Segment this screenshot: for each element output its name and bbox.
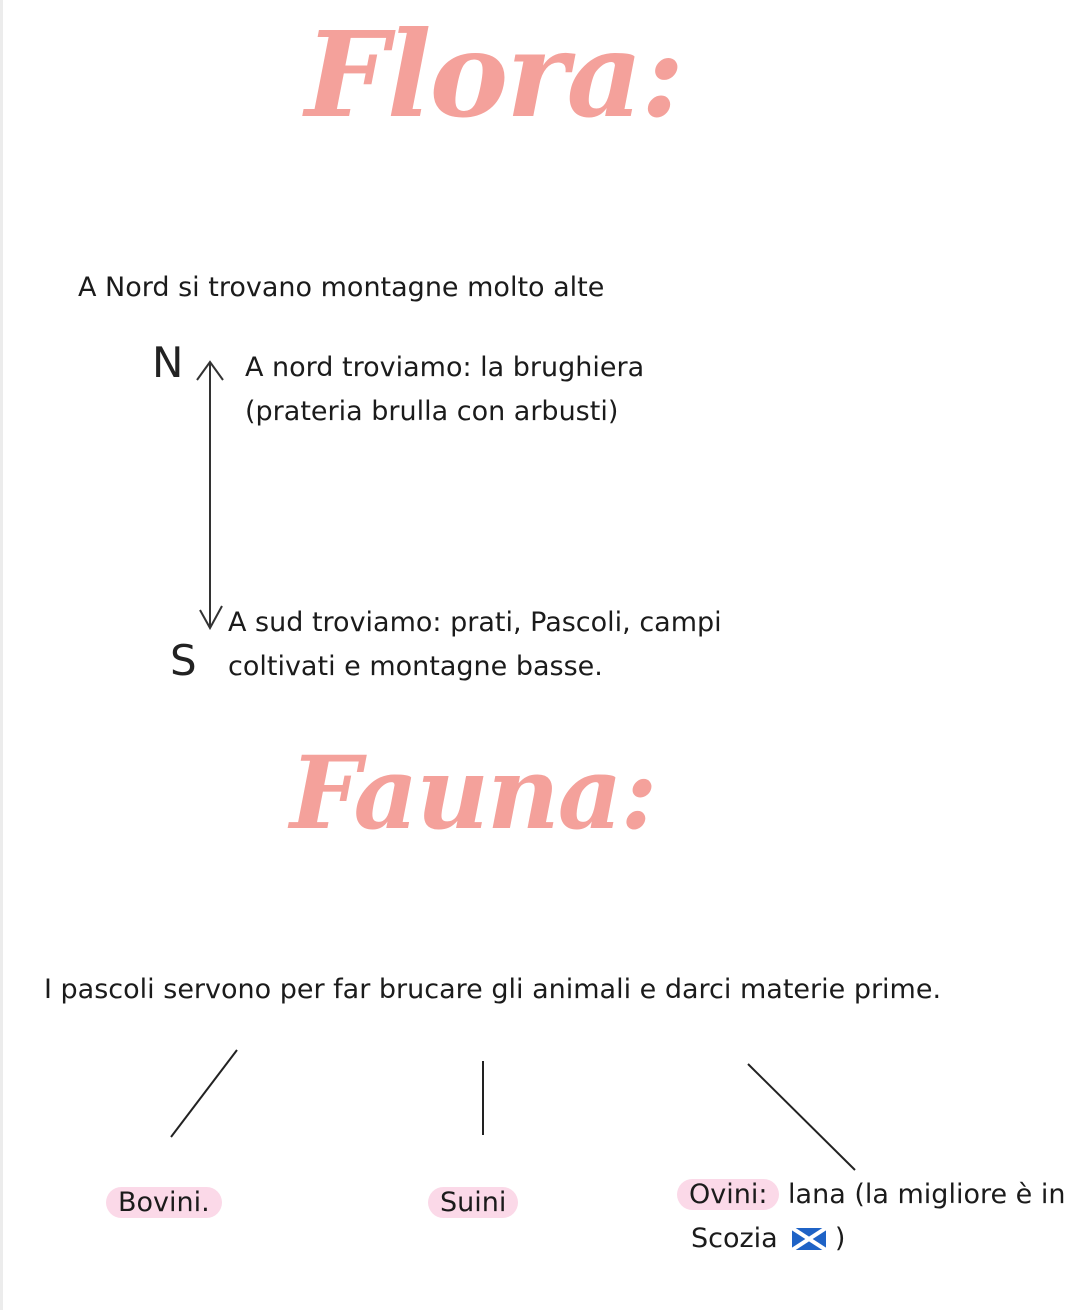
branch-line-bovini [171, 1050, 237, 1137]
ovini-highlight: Ovini: [677, 1179, 779, 1210]
ovini-line2 [691, 1219, 845, 1259]
flora-title: Flora: [305, 5, 683, 144]
south-description-line2: coltivati e montagne basse. [228, 651, 603, 682]
south-description-line1: A sud troviamo: prati, Pascoli, campi [228, 607, 722, 638]
compass-south-label: S [170, 636, 197, 685]
scotland-flag-icon [792, 1228, 826, 1250]
suini-label [428, 1183, 518, 1223]
fauna-intro: I pascoli servono per far brucare gli animali e darci materie prime. [44, 974, 942, 1005]
ovini-country: Scozia [691, 1223, 778, 1254]
ovini-close-paren: ) [834, 1223, 846, 1254]
ovini-line1 [677, 1175, 1065, 1215]
compass-north-label: N [152, 338, 184, 387]
suini-highlight: Suini [428, 1187, 518, 1218]
ovini-description: lana (la migliore è in [788, 1179, 1066, 1210]
bovini-label [106, 1183, 222, 1223]
bovini-highlight: Bovini. [106, 1187, 222, 1218]
north-description-line1: A nord troviamo: la brughiera [245, 352, 645, 383]
flora-intro: A Nord si trovano montagne molto alte [78, 272, 605, 303]
branch-line-ovini [748, 1064, 855, 1170]
fauna-title: Fauna: [290, 734, 656, 852]
north-description-line2: (prateria brulla con arbusti) [245, 396, 619, 427]
